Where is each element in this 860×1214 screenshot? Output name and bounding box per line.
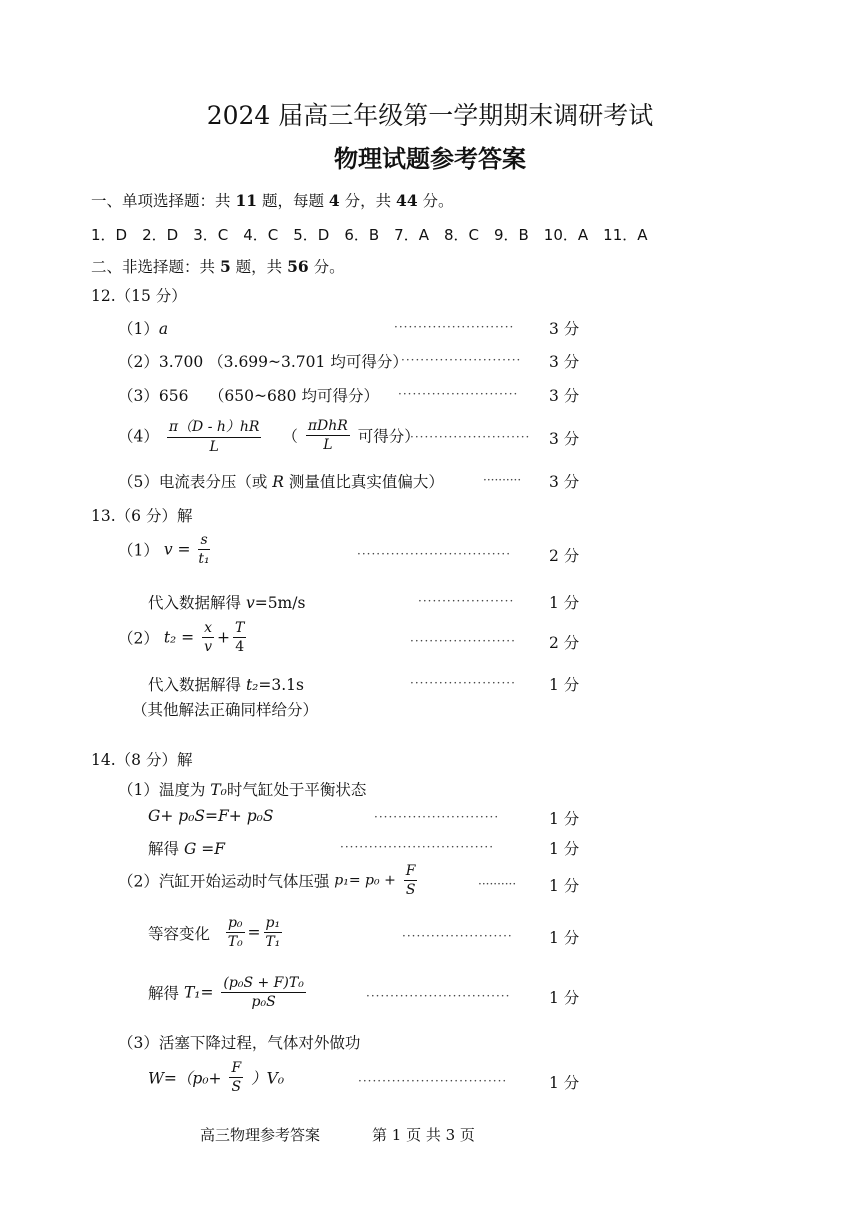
q12-a4: （4） $\frac{\pi(D - h)hR}{L}$ （ $\frac{\text{πDhR}}{L}$ 可得分）: [118, 418, 420, 455]
q13-a2: （2） t₂ = $\frac{x}{v}$ + $\frac{T}{4}$: [118, 620, 245, 655]
dot-leader: ······················: [410, 676, 516, 690]
q14-part3: （3）活塞下降过程，气体对外做功: [118, 1034, 361, 1052]
dot-leader: ·······························: [358, 1074, 508, 1088]
dot-leader: ·······················: [402, 929, 513, 943]
score: 1 分: [549, 840, 580, 858]
score: 3 分: [549, 430, 580, 448]
dot-leader: ··········: [478, 877, 517, 891]
q12-heading: 12.（15 分）: [91, 287, 187, 305]
dot-leader: ·························: [398, 387, 519, 401]
score: 1 分: [549, 810, 580, 828]
footer-doc-name: 高三物理参考答案: [200, 1126, 321, 1144]
q12-a5: （5）电流表分压（或 R 测量值比真实值偏大）: [118, 473, 444, 491]
score: 3 分: [549, 353, 580, 371]
dot-leader: ··········: [483, 473, 522, 487]
dot-leader: ·························: [401, 353, 522, 367]
q12-a2: （2）3.700 （3.699~3.701 均可得分）: [118, 353, 408, 371]
score: 1 分: [549, 877, 580, 895]
score: 2 分: [549, 634, 580, 652]
dot-leader: ····················: [418, 594, 515, 608]
q14-part2: （2）汽缸开始运动时气体压强 p₁= p₀ + $\frac{F}{S}$: [118, 863, 416, 898]
dot-leader: ··························: [374, 810, 500, 824]
score: 3 分: [549, 320, 580, 338]
score: 1 分: [549, 1074, 580, 1092]
q13-note: （其他解法正确同样给分）: [132, 701, 319, 719]
dot-leader: ······························: [366, 989, 511, 1003]
q14-eq1: G+ p₀S=F+ p₀S: [148, 807, 274, 825]
dot-leader: ·························: [410, 430, 531, 444]
page-subtitle: 物理试题参考答案: [334, 145, 526, 173]
score: 3 分: [549, 387, 580, 405]
dot-leader: ································: [357, 547, 512, 561]
q14-isochoric: 等容变化 $\frac{\text{p₀}}{\text{T₀}}$ = $\frac{\text{p₁}}{\text{T₁}}$: [148, 915, 281, 950]
score: 1 分: [549, 989, 580, 1007]
q12-a1: （1）a: [118, 320, 169, 338]
dot-leader: ·························: [394, 320, 515, 334]
score: 2 分: [549, 547, 580, 565]
page-title: 2024 届高三年级第一学期期末调研考试: [206, 101, 654, 130]
q14-work: W=（p₀+ $\frac{F}{S}$ ）V₀: [148, 1060, 285, 1095]
score: 1 分: [549, 676, 580, 694]
score: 1 分: [549, 929, 580, 947]
q13-heading: 13.（6 分）解: [91, 507, 193, 525]
q12-a3: （3）656 （650~680 均可得分）: [118, 387, 379, 405]
q14-part1: （1）温度为 T₀时气缸处于平衡状态: [118, 781, 367, 799]
q14-eq2: 解得 G =F: [148, 840, 225, 858]
dot-leader: ································: [340, 840, 495, 854]
page-number: 第 1 页 共 3 页: [372, 1126, 475, 1144]
q13-a1: （1） v = $\frac{s}{\text{t₁}}$: [118, 532, 210, 567]
q14-heading: 14.（8 分）解: [91, 751, 193, 769]
mc-answers: 1．D 2．D 3．C 4．C 5．D 6．B 7．A 8．C 9．B 10．A 11．A: [91, 226, 648, 244]
q14-t1-result: 解得 T₁= $\frac{\text{(p₀S + F)T₀}}{\text{p₀S}}$: [148, 975, 304, 1010]
dot-leader: ······················: [410, 634, 516, 648]
score: 1 分: [549, 594, 580, 612]
q13-a1-result: 代入数据解得 v=5m/s: [148, 594, 306, 612]
section-2-heading: 二、非选择题：共 5 题，共 56 分。: [91, 257, 345, 276]
q13-a2-result: 代入数据解得 t₂=3.1s: [148, 676, 304, 694]
score: 3 分: [549, 473, 580, 491]
section-1-heading: 一、单项选择题：共 11 题，每题 4 分，共 44 分。: [91, 191, 454, 210]
